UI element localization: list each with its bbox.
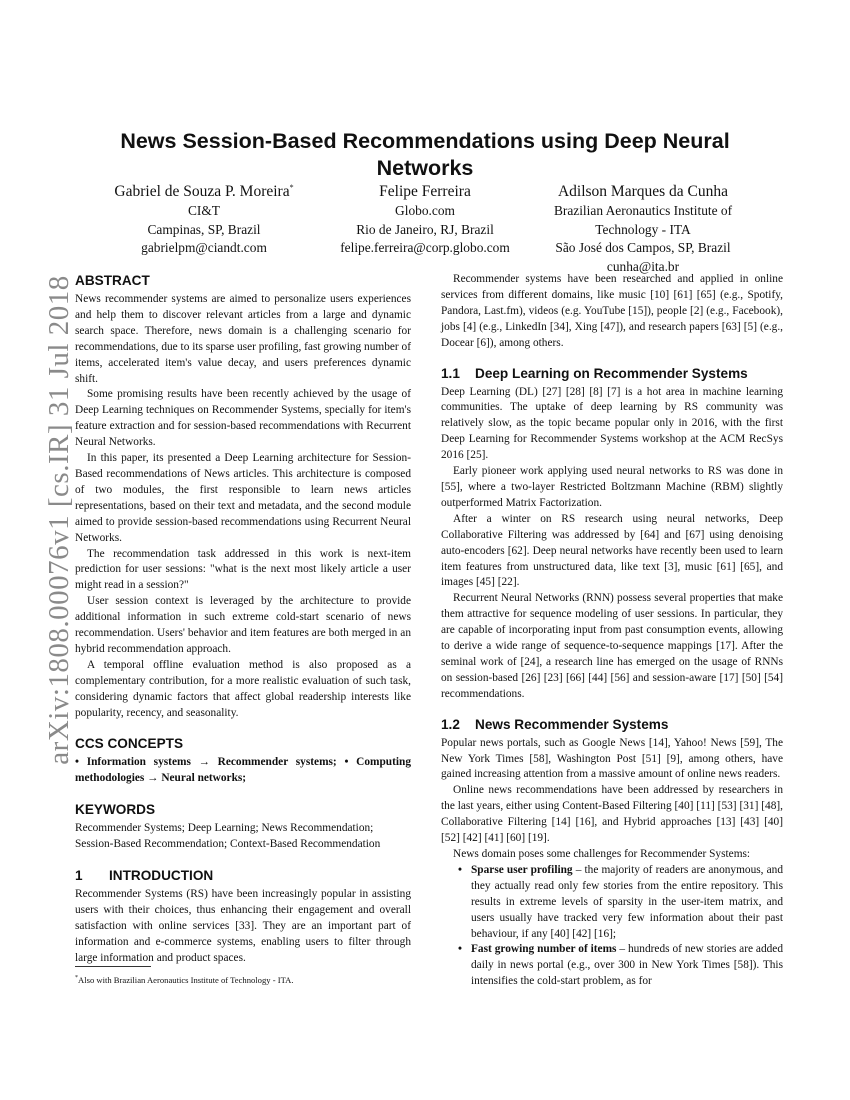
abstract-paragraph: The recommendation task addressed in this work is next-item prediction for user sessions: "what is the next most likely article a user might read in a session?" <box>75 547 411 592</box>
keywords-heading: KEYWORDS <box>75 802 156 818</box>
author-email: felipe.ferreira@corp.globo.com <box>340 240 510 256</box>
abstract-heading: ABSTRACT <box>75 273 150 288</box>
footnote-rule <box>75 966 151 967</box>
section-paragraph: Recurrent Neural Networks (RNN) possess several properties that make them attractive for sequence modeling of user sessions. In particular, they are capable of incorporating input from past consumption events, allowing to derive a wide range of sequence-to-sequence mappings [17]. After the seminal work of [24], a research line has emerged on the usage of RNNs on session-based [26] [23] [66] [44] [56] and session-aware [17] [50] [54] recommendations. <box>441 592 783 700</box>
keywords-text: Recommender Systems; Deep Learning; News Recommendation; Session-Based Recommendation; Context-Based Recommendation <box>75 822 381 851</box>
section-paragraph: Popular news portals, such as Google News [14], Yahoo! News [59], The New York Times [58], Washington Post [51] [9], among others, have gained increasing attention from a massive amount of online news readers. <box>441 736 783 781</box>
section-1-1-heading: 1.1 Deep Learning on Recommender Systems <box>441 365 748 381</box>
author-location: São José dos Campos, SP, Brazil <box>555 240 731 256</box>
author-name: Adilson Marques da Cunha <box>557 183 729 201</box>
section-paragraph: After a winter on RS research using neural networks, Deep Collaborative Filtering was addressed by [64] and [67] using denoising auto-encoders [62]. Deep neural networks have recently been used to learn item features from unstructured data, like text [3], music [61] [65], and images [45] [22]. <box>441 512 783 589</box>
author-affiliation: Brazilian Aeronautics Institute of Technology - ITA <box>553 203 733 237</box>
abstract-paragraph: In this paper, its presented a Deep Learning architecture for Session-Based recommendations of News articles. This architecture is composed of two modules, the first responsible to learn news articles representations, based on their text and metadata, and the second module aimed to provide session-based recommendations using Recurrent Neural Networks. <box>75 452 411 544</box>
author-affiliation: CI&T <box>188 203 220 219</box>
section-paragraph: Deep Learning (DL) [27] [28] [8] [7] is a hot area in machine learning communities. The uptake of deep learning by RS community was relatively slow, as the topic became popular only in 2016, with the first Deep Learning for Recommender Systems workshop at the ACM RecSys 2016 [25]. <box>441 385 783 462</box>
section-paragraph: Online news recommendations have been addressed by researchers in the last years, either using Content-Based Filtering [40] [11] [53] [31] [48], Collaborative Filtering [14] [16], and Hybrid approaches [13] [43] [40] [52] [42] [41] [60] [19]. <box>441 784 783 845</box>
introduction-paragraph: Recommender Systems (RS) have been increasingly popular in assisting users with their choices, thus enhancing their engagement and overall satisfaction with online services [33]. They are an important part of information and e-commerce systems, enabling users to filter through large information and product spaces. <box>75 888 411 964</box>
abstract-paragraph: User session context is leveraged by the architecture to provide additional information in such extreme cold-start scenario of news recommendation. Users' behavior and item features are both merged in an hybrid recommendation approach. <box>75 595 411 655</box>
author-email: cunha@ita.br <box>606 258 680 274</box>
section-paragraph: News domain poses some challenges for Recommender Systems: <box>453 848 751 860</box>
ccs-concepts-heading: CCS CONCEPTS <box>75 736 184 752</box>
arxiv-identifier: arXiv:1808.00076v1 [cs.IR] 31 Jul 2018 <box>43 275 75 765</box>
author-location: Campinas, SP, Brazil <box>147 221 261 237</box>
intro-continued-paragraph: Recommender systems have been researched and applied in online services from different domains, like music [10] [61] [65] (e.g., Spotify, Pandora, Last.fm), videos (e.g. YouTube [15]), people [2] (e.g., Facebook), jobs [4] (e.g., LinkedIn [34], Xing [47]), and research papers [63] [5] (e.g., Docear [6]), among others. <box>441 273 783 349</box>
abstract-paragraph: A temporal offline evaluation method is also proposed as a complementary contribution, for a more realistic evaluation of such task, considering dynamic factors that affect global readership interests like popularity, recency, and seasonality. <box>75 658 411 719</box>
list-item: • Fast growing number of items – hundreds of new stories are added daily in news portal (e.g., over 300 in New York Times [58]). This intensifies the cold-start problem, as for <box>471 942 783 990</box>
abstract-paragraph: Some promising results have been recently achieved by the usage of Deep Learning techniques on Recommender Systems, specially for item's feature extraction and for session-based recommendations with Recurrent Neural Networks. <box>75 388 411 449</box>
challenges-list <box>441 863 783 990</box>
author-affiliation: Globo.com <box>395 203 455 219</box>
footnote: *Also with Brazilian Aeronautics Institute of Technology - ITA. <box>75 974 294 985</box>
author-block-3 <box>533 178 753 276</box>
author-block-1 <box>84 178 324 258</box>
abstract-paragraph: News recommender systems are aimed to personalize users experiences and help them to discover relevant articles from a large and dynamic search space. Therefore, news domain is a challenging scenario for recommendations, due to its sparse user profiling, fast growing number of items, accelerated item's value decay, and users preferences dynamic shift. <box>75 293 411 385</box>
list-item: • Sparse user profiling – the majority of readers are anonymous, and they actually read only few stories from the entire repository. This results in extreme levels of sparsity in the user-item matrix, and users usually have tracked very few information about their past behaviour, if any [40] [42] [16]; <box>471 863 783 943</box>
section-paragraph: Early pioneer work applying used neural networks to RS was done in [55], where a two-layer Restricted Boltzmann Machine (RBM) slightly outperformed Matrix Factorization. <box>441 465 783 509</box>
paper-title: News Session-Based Recommendations using Deep Neural Networks <box>120 129 730 181</box>
author-name: Gabriel de Souza P. Moreira* <box>114 183 294 201</box>
author-name: Felipe Ferreira <box>379 183 471 201</box>
left-column <box>75 272 411 967</box>
author-location: Rio de Janeiro, RJ, Brazil <box>356 221 494 237</box>
section-1-2-heading: 1.2 News Recommender Systems <box>441 716 669 732</box>
ccs-concepts-text: • Information systems → Recommender systems; • Computing methodologies → Neural networks; <box>75 756 411 785</box>
introduction-heading: 1 INTRODUCTION <box>75 868 214 884</box>
author-email: gabrielpm@ciandt.com <box>141 240 267 256</box>
author-block-2 <box>305 178 545 258</box>
right-column <box>441 272 783 990</box>
